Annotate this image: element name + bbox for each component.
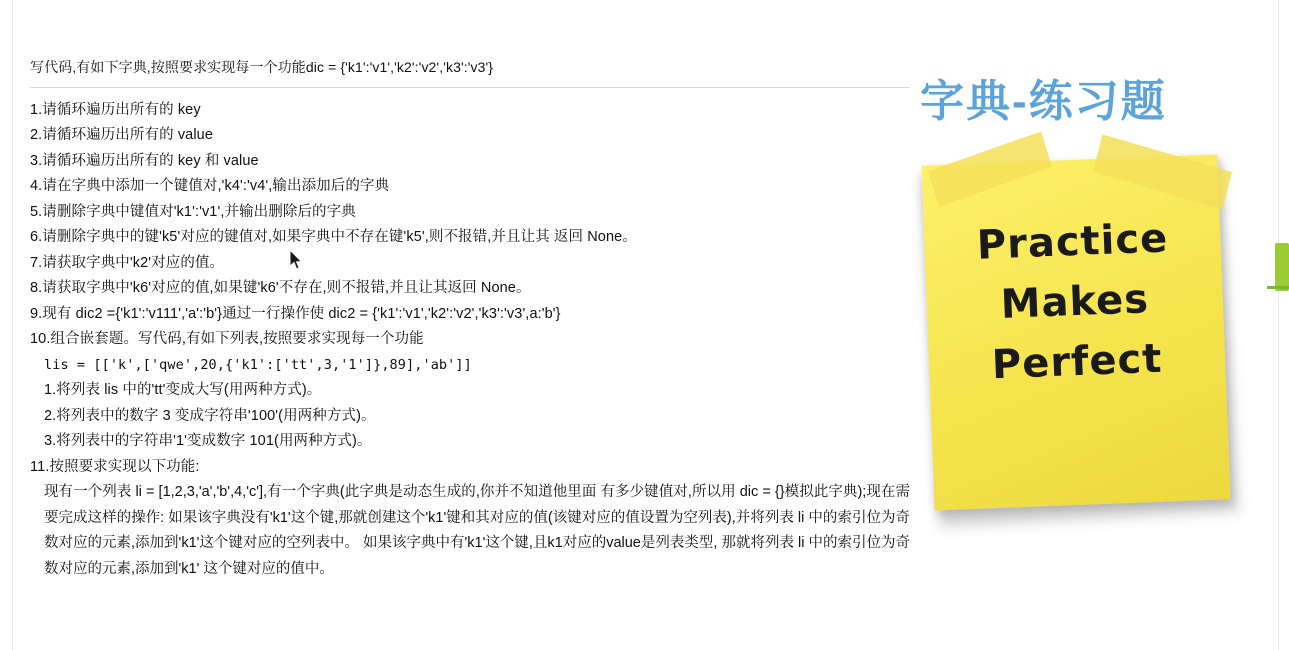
exercise-item-10-3: 3.将列表中的字符串'1'变成数字 101(用两种方式)。 xyxy=(44,433,372,449)
artwork-title: 字典-练习题 xyxy=(920,77,1167,126)
exercise-item-4: 4.请在字典中添加一个键值对,'k4':'v4',输出添加后的字典 xyxy=(30,178,390,194)
exercise-item-8: 8.请获取字典中'k6'对应的值,如果键'k6'不存在,则不报错,并且让其返回 None。 xyxy=(30,280,531,296)
exercise-item-10-2: 2.将列表中的数字 3 变成字符串'100'(用两种方式)。 xyxy=(44,407,376,424)
exercise-item-6: 6.请删除字典中的键'k5'对应的键值对,如果字典中不存在键'k5',则不报错,并且让其 返回 None。 xyxy=(30,229,637,245)
exercise-item-9: 9.现有 dic2 ={'k1':'v111','a':'b'}通过一行操作使 dic2 = {'k1':'v1','k2':'v2','k3':'v3',a:'b'} xyxy=(30,305,561,322)
exercise-item-10-1: 1.将列表 lis 中的'tt'变成大写(用两种方式)。 xyxy=(44,382,322,398)
exercise-item-10: 10.组合嵌套题。写代码,有如下列表,按照要求实现每一个功能 xyxy=(30,331,424,347)
exercise-item-11: 11.按照要求实现以下功能: xyxy=(30,458,200,475)
exercise-item-2: 2.请循环遍历出所有的 value xyxy=(30,127,213,143)
sticky-note xyxy=(921,154,1230,510)
exercise-item-1: 1.请循环遍历出所有的 key xyxy=(30,101,201,118)
exercise-item-5: 5.请删除字典中键值对'k1':'v1',并输出删除后的字典 xyxy=(30,203,356,220)
exercise-item-3: 3.请循环遍历出所有的 key 和 value xyxy=(30,152,259,169)
code-snippet-lis: lis = [['k',['qwe',20,{'k1':['tt',3,'1']},89],'ab']] xyxy=(44,356,472,373)
exercise-item-11-body: 现有一个列表 li = [1,2,3,'a','b',4,'c'],有一个字典(此字典是动态生成的,你并不知道他里面 有多少键值对,所以用 dic = {}模拟此字典);现在需要完成这样的操作: 如果该字典没有'k1'这个键,那就创建这个'k1'键和其对应的值(该键对应的值设置为空列表),并将列表 li 中的索引位为奇数对应的元素,添加到'k1'这个键对应的空列表中。 如果该字典中有'k1'这个键,且k1对应的value是列表类型, 那就将列表 li 中的索引位为奇数对应的元素,添加到'k1' 这个键对应的值中。 xyxy=(44,484,910,577)
sticky-note-line-2: Makes xyxy=(999,276,1150,328)
left-margin-rule xyxy=(12,0,13,650)
sticky-note-line-3: Perfect xyxy=(991,335,1164,389)
document-header: 写代码,有如下字典,按照要求实现每一个功能dic = {'k1':'v1','k2':'v2','k3':'v3'} xyxy=(30,55,910,88)
exercise-item-7: 7.请获取字典中'k2'对应的值。 xyxy=(30,254,225,271)
decorative-artwork xyxy=(900,40,1280,600)
exercise-text-block xyxy=(30,55,910,582)
sticky-note-line-1: Practice xyxy=(975,215,1170,269)
